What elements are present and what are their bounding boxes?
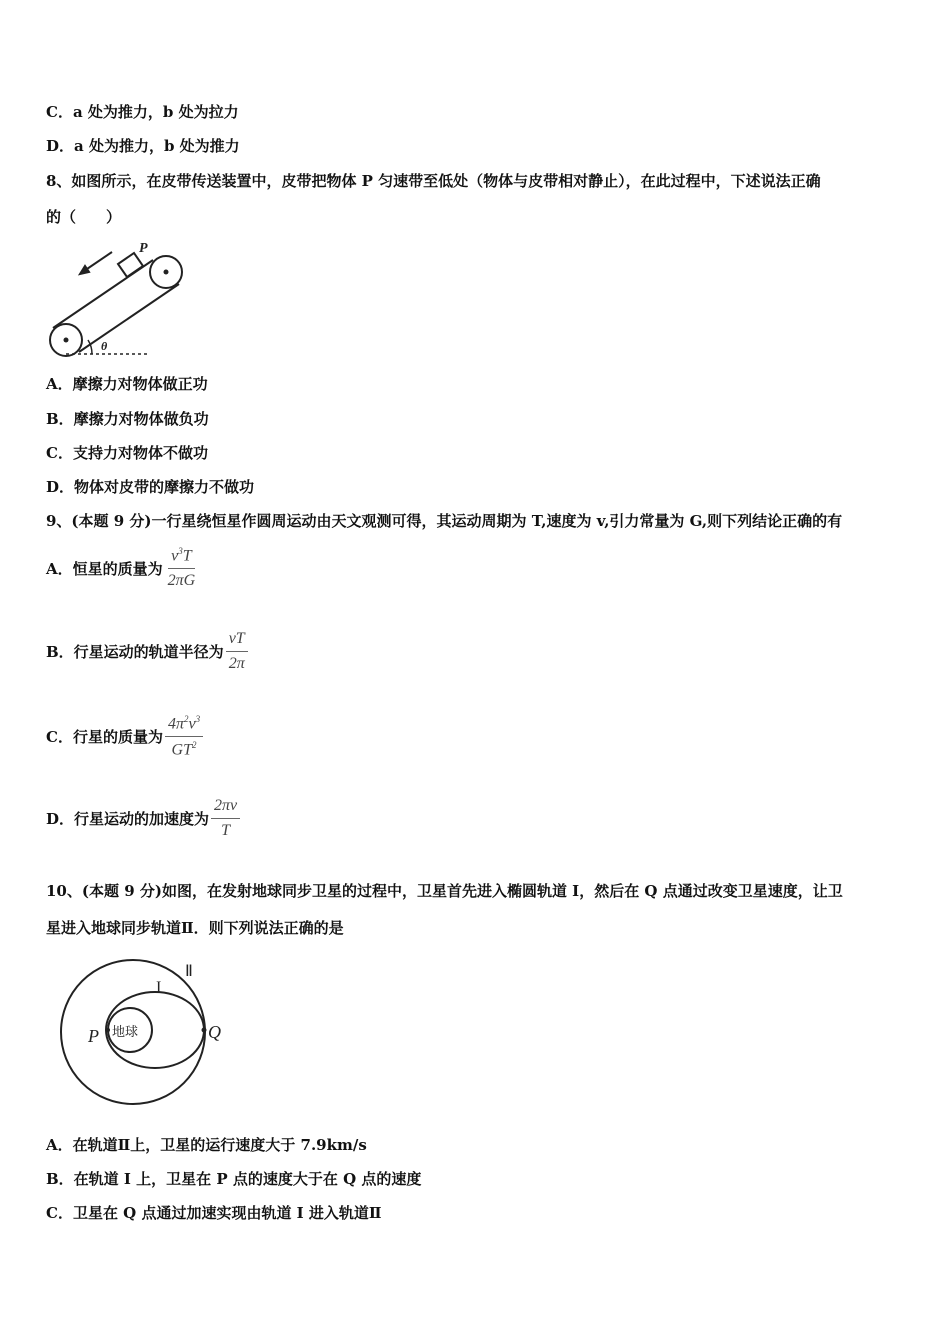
frac-c-num-a: 4π xyxy=(167,715,184,733)
frac-d-num: 2πv xyxy=(211,797,240,819)
frac-a-den: 2πG xyxy=(167,572,196,590)
frac-b-den: 2π xyxy=(228,655,245,672)
orbit-figure xyxy=(50,952,240,1110)
block-p-label: P xyxy=(139,241,148,256)
option-a-q9 xyxy=(46,546,198,590)
fraction-d xyxy=(211,797,240,840)
option-d-q7: D．a 处为推力，b 处为推力 xyxy=(46,137,240,155)
option-c-q9 xyxy=(46,714,203,760)
frac-a-num-tail: T xyxy=(182,547,192,565)
option-d-q8: D．物体对皮带的摩擦力不做功 xyxy=(46,478,255,496)
conveyor-belt-figure xyxy=(44,236,189,360)
question-9-text: 9、(本题 9 分)一行星绕恒星作圆周运动由天文观测可得，其运动周期为 T,速度为 v,引力常量为 G,则下列结论正确的有 xyxy=(46,512,843,530)
option-b-q9-label: B．行星运动的轨道半径为 xyxy=(46,643,224,661)
option-b-q9 xyxy=(46,630,248,673)
option-a-q8: A．摩擦力对物体做正功 xyxy=(46,375,208,393)
frac-a-num-sup: 3 xyxy=(178,546,183,556)
orbit-1-label: I xyxy=(156,979,162,996)
option-a-q9-label: A．恒星的质量为 xyxy=(46,559,163,578)
frac-c-den-sup: 2 xyxy=(191,740,197,751)
frac-d-den: T xyxy=(221,822,231,839)
question-8-text: 8、如图所示，在皮带传送装置中，皮带把物体 P 匀速带至低处（物体与皮带相对静止），在此过程中，下述说法正确 xyxy=(46,172,821,190)
frac-c-den-base: GT xyxy=(171,741,192,759)
question-10-text: 10、(本题 9 分)如图，在发射地球同步卫星的过程中，卫星首先进入椭圆轨道 I，然后在 Q 点通过改变卫星速度，让卫 xyxy=(46,882,843,900)
frac-a-num-base: v xyxy=(171,547,179,565)
frac-c-sup2: 3 xyxy=(195,714,201,724)
earth-label: 地球 xyxy=(112,1025,139,1040)
orbit-2-label: Ⅱ xyxy=(185,963,193,980)
option-b-q8: B．摩擦力对物体做负功 xyxy=(46,410,209,428)
option-b-q10: B．在轨道 I 上，卫星在 P 点的速度大于在 Q 点的速度 xyxy=(46,1170,422,1188)
option-c-q9-label: C．行星的质量为 xyxy=(46,728,163,747)
option-c-q8: C．支持力对物体不做功 xyxy=(46,444,208,462)
frac-c-num-b: v xyxy=(188,715,196,733)
option-c-q7: C．a 处为推力，b 处为拉力 xyxy=(46,103,239,121)
question-8-text-cont: 的（ ） xyxy=(46,208,122,226)
fraction-c xyxy=(165,714,203,760)
option-c-q10: C．卫星在 Q 点通过加速实现由轨道 I 进入轨道Ⅱ xyxy=(46,1204,382,1222)
point-q-label: Q xyxy=(208,1022,221,1042)
theta-label: θ xyxy=(101,339,108,353)
option-d-q9 xyxy=(46,797,240,840)
frac-c-sup1: 2 xyxy=(183,714,189,724)
frac-b-num: vT xyxy=(226,630,248,652)
fraction-a xyxy=(165,546,199,590)
option-a-q10: A．在轨道Ⅱ上，卫星的运行速度大于 7.9km/s xyxy=(46,1136,367,1154)
fraction-b xyxy=(226,630,248,673)
question-10-text-cont: 星进入地球同步轨道Ⅱ．则下列说法正确的是 xyxy=(46,919,344,937)
point-p-label: P xyxy=(88,1026,99,1046)
option-d-q9-label: D．行星运动的加速度为 xyxy=(46,810,210,828)
